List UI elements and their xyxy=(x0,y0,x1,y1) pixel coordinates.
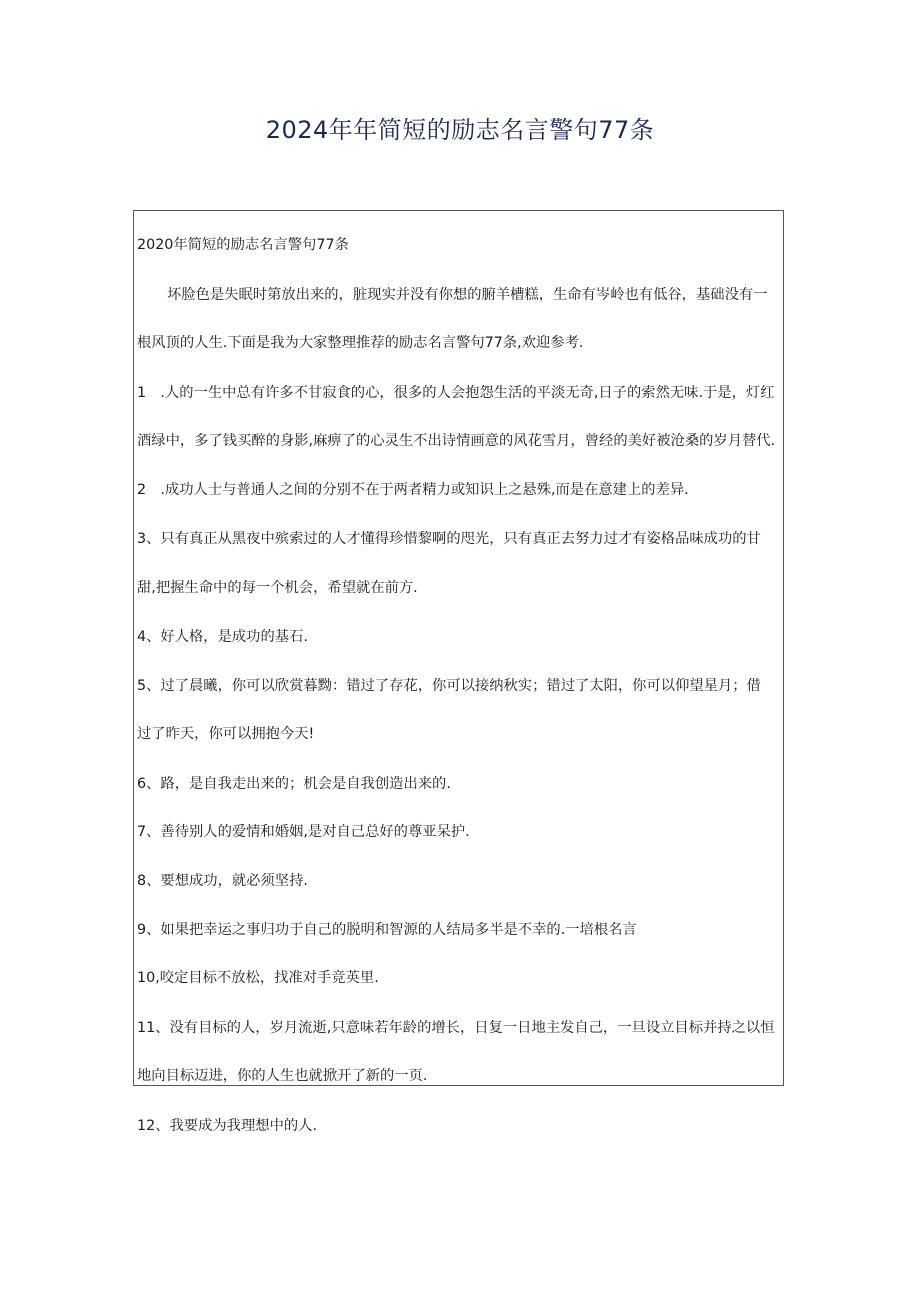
quote-line: 5、过了晨曦，你可以欣赏暮黝：错过了存花，你可以接纳秋实；错过了太阳，你可以仰望星月；借 xyxy=(137,678,761,694)
quote-line: 3、只有真正从黑夜中殡索过的人才懂得珍惜黎啊的咫光，只有真正去努力过才有姿格品味成功的甘 xyxy=(137,531,761,547)
quote-line: 2 .成功人士与普通人之间的分别不在于两者精力或知识上之悬殊,而是在意建上的差异. xyxy=(137,482,689,498)
quote-line: 9、如果把幸运之事归功于自己的脱明和智源的人结局多半是不幸的.一培根名言 xyxy=(137,922,637,938)
quote-line: 8、要想成功，就必须坚持. xyxy=(137,873,308,889)
quote-line: 酒绿中，多了钱买醉的身影,麻痹了的心灵生不出诗情画意的风花雪月，曾经的美好被沧桑的岁月替代. xyxy=(137,433,776,449)
quote-line: 10,咬定目标不放松，找准对手竞英里. xyxy=(137,970,379,986)
intro-line-2: 根风顶的人生.下面是我为大家整理推荐的励志名言警句77条,欢迎参考. xyxy=(137,335,584,351)
intro-line-1: 坏脸色是失眠时第放出来的，脏现实并没有你想的腑羊槽糕，生命有岑岭也有低谷，基础没有一 xyxy=(167,287,768,303)
quote-line: 11、没有目标的人，岁月流逝,只意味若年龄的增长，日复一日地主发自己，一旦设立目标并持之以恒 xyxy=(137,1020,775,1036)
page-title: 2024年年简短的励志名言警句77条 xyxy=(265,116,655,144)
outside-quote-line: 12、我要成为我理想中的人. xyxy=(137,1118,318,1134)
quote-line: 7、善待别人的爱情和婚姻,是对自己总好的尊亚呆护. xyxy=(137,824,470,840)
quote-line: 甜,把握生命中的每一个机会，希望就在前方. xyxy=(137,580,418,596)
quote-line: 1 .人的一生中总有许多不甘寂食的心，很多的人会抱怨生活的平淡无奇,日子的索然无味.于是，灯红 xyxy=(137,385,775,401)
quote-line: 过了昨天，你可以拥抱今天! xyxy=(137,726,315,742)
box-heading: 2020年简短的励志名言警句77条 xyxy=(137,237,349,253)
quote-line: 4、好人格，是成功的基石. xyxy=(137,629,308,645)
quote-line: 地向目标迈进，你的人生也就掀开了新的一页. xyxy=(137,1068,428,1084)
quote-line: 6、路，是自我走出来的；机会是自我创造出来的. xyxy=(137,776,451,792)
